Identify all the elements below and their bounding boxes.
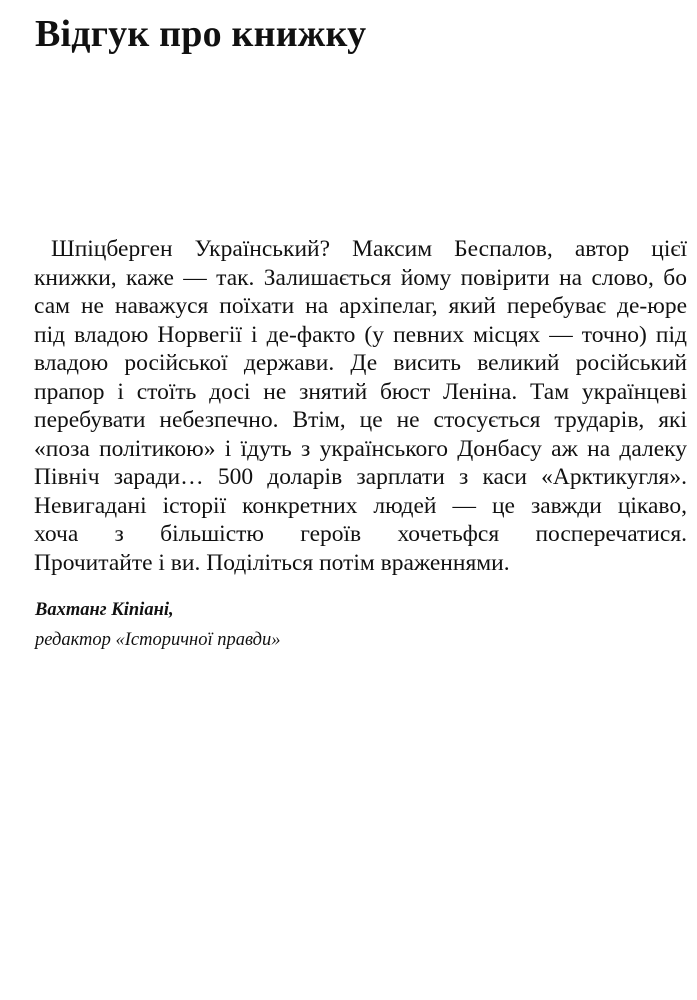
review-line: Невигадані історії конкретних людей — це завжди цікаво,	[34, 492, 687, 519]
review-signature	[35, 595, 281, 655]
review-line: Північ заради… 500 доларів зарплати з каси «Арктикугля».	[34, 464, 687, 491]
signature-name: Вахтанг Кіпіані,	[35, 600, 174, 620]
review-line: прапор і стоїть досі не знятий бюст Леніна. Там українцеві	[34, 378, 687, 405]
review-line: «поза політикою» і їдуть з українського Донбасу аж на далеку	[34, 435, 687, 462]
review-line: хоча з більшістю героїв хочетьфся посперечатися.	[34, 521, 687, 548]
review-text	[17, 235, 687, 578]
review-line: владою російської держави. Де висить великий російський	[34, 350, 687, 377]
review-line: під владою Норвегії і де-факто (у певних місцях — точно) під	[34, 321, 687, 348]
review-line: книжки, каже — так. Залишається йому повірити на слово, бо	[34, 264, 687, 291]
signature-role: редактор «Історичної правди»	[35, 630, 281, 650]
review-line: Прочитайте і ви. Поділіться потім враженнями.	[34, 550, 510, 577]
review-line: сам не наважуся поїхати на архіпелаг, який перебуває де-юре	[34, 293, 687, 320]
review-line: Шпіцберген Український? Максим Беспалов, автор цієї	[51, 236, 687, 262]
page-title: Відгук про книжку	[35, 13, 367, 55]
review-line: перебувати небезпечно. Втім, це не стосується трударів, які	[34, 407, 687, 434]
